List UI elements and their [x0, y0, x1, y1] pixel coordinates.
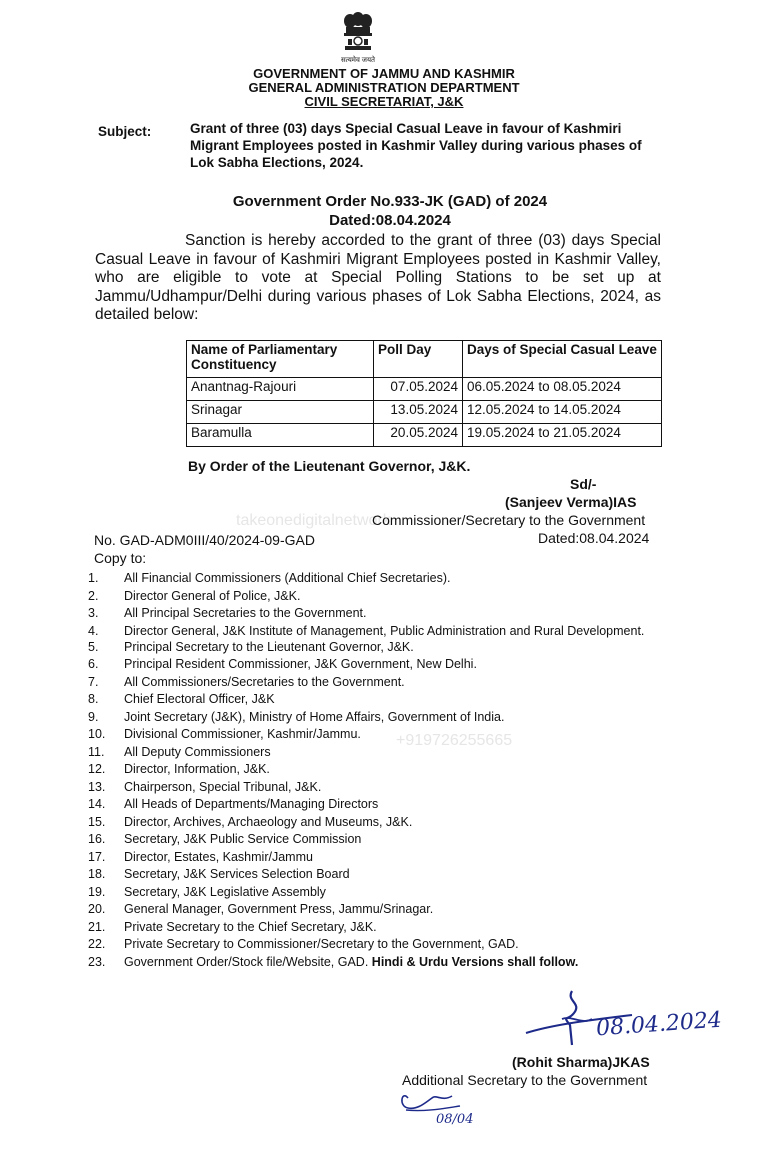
- list-item: [88, 761, 663, 779]
- list-item-text: All Financial Commissioners (Additional Chief Secretaries).: [124, 571, 451, 585]
- list-item: [88, 656, 663, 674]
- list-item-number: 10.: [88, 727, 106, 741]
- list-item: [88, 884, 663, 902]
- table-cell-poll-day: 13.05.2024: [374, 401, 463, 424]
- table-cell-poll-day: 07.05.2024: [374, 378, 463, 401]
- header-government: GOVERNMENT OF JAMMU AND KASHMIR: [253, 66, 515, 81]
- reference-date: Dated:08.04.2024: [538, 530, 650, 546]
- list-item: [88, 674, 663, 692]
- list-item-number: 22.: [88, 937, 106, 951]
- list-item: [88, 639, 663, 657]
- subject-label: Subject:: [98, 124, 152, 139]
- list-item-text: Director, Archives, Archaeology and Museums, J&K.: [124, 814, 413, 829]
- watermark-phone: +919726255665: [396, 732, 513, 749]
- handwritten-date: 08.04.2024: [595, 1007, 723, 1042]
- table-cell-constituency: Anantnag-Rajouri: [187, 378, 374, 401]
- list-item-number: 21.: [88, 919, 106, 934]
- list-item: [88, 849, 663, 867]
- list-item-text: All Commissioners/Secretaries to the Government.: [124, 674, 405, 689]
- list-item-text: Secretary, J&K Legislative Assembly: [124, 884, 326, 899]
- list-item-text: Private Secretary to the Chief Secretary, J&K.: [124, 919, 377, 934]
- table-row: [187, 401, 662, 424]
- list-item-text: Director, Estates, Kashmir/Jammu: [124, 849, 313, 864]
- table-row: [187, 424, 662, 447]
- leave-schedule-table: [186, 340, 662, 447]
- list-item-number: 11.: [88, 744, 105, 759]
- list-item: [88, 605, 663, 623]
- header-secretariat: CIVIL SECRETARIAT, J&K: [304, 94, 464, 109]
- list-item-number: 1.: [88, 571, 99, 585]
- list-item: [88, 623, 663, 639]
- table-cell-constituency: Baramulla: [187, 424, 374, 447]
- list-item-text: Chairperson, Special Tribunal, J&K.: [124, 779, 322, 794]
- subject-text: Grant of three (03) days Special Casual Leave in favour of Kashmiri Migrant Employees posted in Kashmir Valley during various phases of Lok Sabha Elections, 2024.: [190, 121, 642, 170]
- table-header-leave-days: Days of Special Casual Leave: [463, 341, 662, 378]
- list-item-text: Director, Information, J&K.: [124, 762, 270, 776]
- by-order-line: By Order of the Lieutenant Governor, J&K.: [188, 458, 471, 474]
- list-item: [88, 709, 663, 727]
- list-item: [88, 744, 663, 762]
- list-item-number: 18.: [88, 867, 106, 881]
- state-emblem-icon: [338, 12, 378, 58]
- list-item-text: All Principal Secretaries to the Government.: [124, 606, 367, 620]
- list-item: [88, 831, 663, 849]
- list-item-number: 14.: [88, 797, 106, 811]
- list-item-text: Government Order/Stock file/Website, GAD.: [124, 954, 369, 969]
- signatory2-name: (Rohit Sharma)JKAS: [512, 1054, 650, 1070]
- list-item-text: Director General of Police, J&K.: [124, 588, 301, 603]
- list-item-number: 23.: [88, 954, 106, 969]
- list-item: [88, 691, 663, 709]
- header-secretariat-wrap: [0, 94, 768, 109]
- list-item-text: Joint Secretary (J&K), Ministry of Home Affairs, Government of India.: [124, 709, 505, 724]
- list-item-text: All Heads of Departments/Managing Directors: [124, 797, 379, 811]
- list-item-number: 5.: [88, 639, 99, 654]
- body-paragraph-block: [95, 232, 661, 325]
- signatory-designation: Commissioner/Secretary to the Government: [372, 512, 646, 528]
- order-number: Government Order No.933-JK (GAD) of 2024: [232, 193, 548, 210]
- body-paragraph: Sanction is hereby accorded to the grant of three (03) days Special Casual Leave in favour of Kashmiri Migrant Employees posted in Kashmir Valley, who are eligible to vote at Special Polling Stations to be set up at Jammu/Udhampur/Delhi during various phases of Lok Sabha Elections, 2024, as detailed below:: [95, 232, 661, 324]
- order-date: Dated:08.04.2024: [329, 212, 451, 229]
- list-item: [88, 814, 663, 832]
- list-item-text: Director General, J&K Institute of Management, Public Administration and Rural Development.: [124, 623, 645, 638]
- list-item-text: Divisional Commissioner, Kashmir/Jammu.: [124, 727, 361, 741]
- handwritten-initial-date: 08/04: [436, 1112, 474, 1127]
- order-title-block: [160, 192, 620, 230]
- copy-to-label: Copy to:: [94, 550, 147, 566]
- list-item-number: 13.: [88, 779, 106, 794]
- header-department: GENERAL ADMINISTRATION DEPARTMENT: [248, 80, 520, 95]
- list-item-number: 4.: [88, 623, 99, 638]
- table-row: [187, 378, 662, 401]
- list-item-text: All Deputy Commissioners: [124, 744, 271, 759]
- list-item-number: 19.: [88, 884, 106, 899]
- list-item-text: Secretary, J&K Public Service Commission: [124, 832, 362, 846]
- list-item-text: Principal Secretary to the Lieutenant Governor, J&K.: [124, 639, 414, 654]
- list-item-text: General Manager, Government Press, Jammu/Srinagar.: [124, 902, 434, 916]
- table-cell-leave-days: 19.05.2024 to 21.05.2024: [463, 424, 662, 447]
- table-header-poll-day: Poll Day: [374, 341, 463, 378]
- list-item: [88, 901, 663, 919]
- list-item-number: 2.: [88, 588, 99, 603]
- watermark-network: takeonedigitalnetwork: [236, 512, 391, 529]
- list-item: [88, 866, 663, 884]
- copy-to-list: [88, 570, 663, 971]
- list-item-number: 9.: [88, 709, 99, 724]
- list-item: [88, 588, 663, 606]
- list-item: [88, 570, 663, 588]
- list-item-number: 7.: [88, 674, 99, 689]
- list-item-number: 3.: [88, 606, 99, 620]
- list-item: [88, 779, 663, 797]
- list-item-number: 8.: [88, 692, 99, 706]
- list-item: [88, 726, 663, 744]
- signatory-name: (Sanjeev Verma)IAS: [505, 494, 637, 510]
- list-item-number: 15.: [88, 814, 106, 829]
- table-cell-leave-days: 12.05.2024 to 14.05.2024: [463, 401, 662, 424]
- table-cell-constituency: Srinagar: [187, 401, 374, 424]
- list-item: [88, 796, 663, 814]
- versions-note: Hindi & Urdu Versions shall follow.: [371, 954, 579, 969]
- signatory2-designation: Additional Secretary to the Government: [402, 1072, 648, 1088]
- list-item-text: Private Secretary to Commissioner/Secretary to the Government, GAD.: [124, 937, 519, 951]
- reference-number: No. GAD-ADM0III/40/2024-09-GAD: [94, 532, 315, 548]
- list-item-number: 20.: [88, 902, 106, 916]
- list-item-text: Secretary, J&K Services Selection Board: [124, 867, 350, 881]
- list-item-text-wrap: [124, 954, 663, 972]
- list-item-number: 17.: [88, 849, 106, 864]
- list-item-number: 12.: [88, 762, 106, 776]
- table-header-constituency: Name of Parliamentary Constituency: [187, 341, 374, 378]
- table-cell-leave-days: 06.05.2024 to 08.05.2024: [463, 378, 662, 401]
- list-item-number: 6.: [88, 657, 99, 671]
- table-header-row: [187, 341, 662, 378]
- list-item-number: 16.: [88, 832, 106, 846]
- list-item: [88, 919, 663, 937]
- emblem-caption: सत्यमेव जयते: [340, 57, 376, 64]
- list-item-text: Chief Electoral Officer, J&K: [124, 692, 275, 706]
- signed-mark: Sd/-: [570, 476, 597, 492]
- list-item: [88, 954, 663, 972]
- list-item: [88, 936, 663, 954]
- list-item-text: Principal Resident Commissioner, J&K Government, New Delhi.: [124, 657, 477, 671]
- table-cell-poll-day: 20.05.2024: [374, 424, 463, 447]
